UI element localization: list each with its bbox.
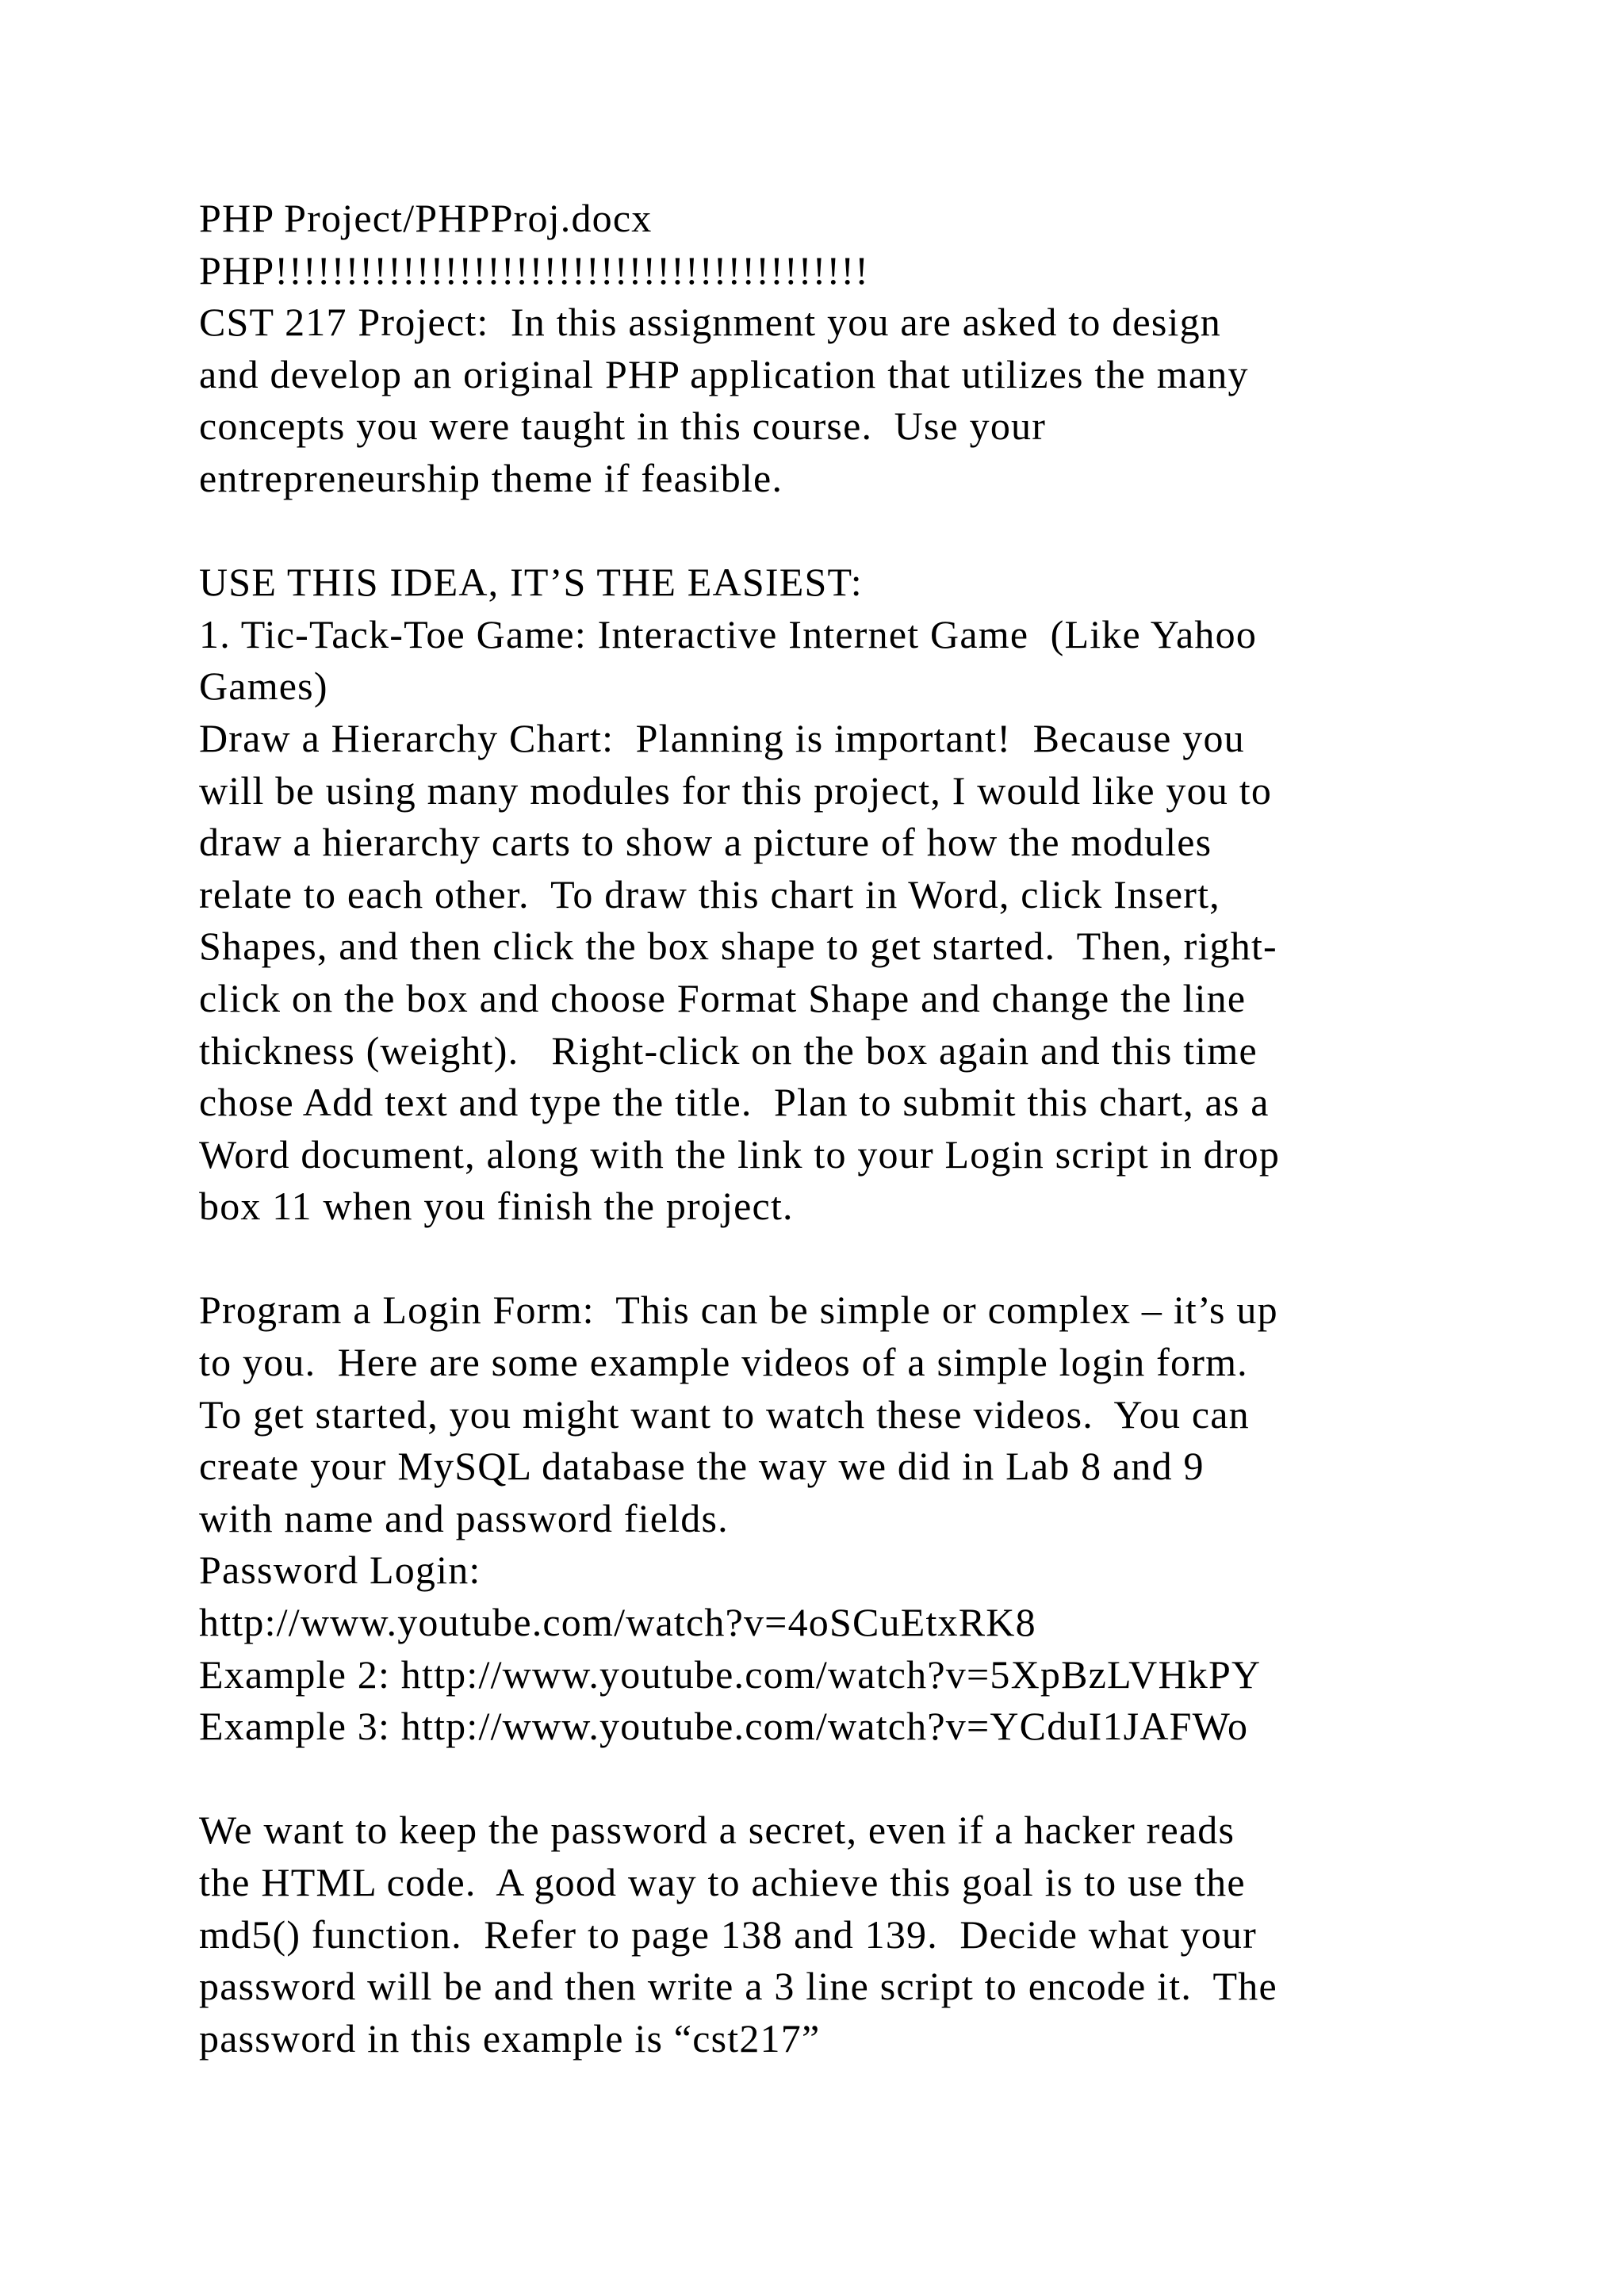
password-line: the HTML code. A good way to achieve this goal is to use the bbox=[199, 1860, 1246, 1904]
video-link-1: http://www.youtube.com/watch?v=4oSCuEtxRK8 bbox=[199, 1600, 1036, 1645]
idea-line: Games) bbox=[199, 664, 328, 709]
password-login-label: Password Login: bbox=[199, 1548, 481, 1593]
password-line: We want to keep the password a secret, even if a hacker reads bbox=[199, 1808, 1235, 1853]
video-link-2: Example 2: http://www.youtube.com/watch?v=5XpBzLVHkPY bbox=[199, 1651, 1262, 1697]
idea-line: Draw a Hierarchy Chart: Planning is important! Because you bbox=[199, 715, 1245, 760]
paragraph-spacer bbox=[199, 1753, 1500, 1805]
login-line: create your MySQL database the way we did in Lab 8 and 9 bbox=[199, 1444, 1205, 1489]
password-line: password in this example is “cst217” bbox=[199, 2015, 821, 2061]
intro-line: and develop an original PHP application that utilizes the many bbox=[199, 351, 1249, 396]
document-title: PHP Project/PHPProj.docx bbox=[199, 196, 653, 240]
idea-line: will be using many modules for this project, I would like you to bbox=[199, 767, 1273, 813]
login-line: with name and password fields. bbox=[199, 1495, 729, 1540]
password-line: md5() function. Refer to page 138 and 139. Decide what your bbox=[199, 1911, 1257, 1957]
password-line: password will be and then write a 3 line script to encode it. The bbox=[199, 1964, 1277, 2009]
document-body bbox=[199, 193, 1500, 2064]
idea-line: Word document, along with the link to your Login script in drop bbox=[199, 1131, 1281, 1177]
login-line: Program a Login Form: This can be simple or complex – it’s up bbox=[199, 1288, 1278, 1333]
idea-heading: USE THIS IDEA, IT’S THE EASIEST: bbox=[199, 560, 863, 605]
intro-line: concepts you were taught in this course. Use your bbox=[199, 404, 1047, 449]
idea-line: click on the box and choose Format Shape and change the line bbox=[199, 975, 1247, 1020]
idea-line: thickness (weight). Right-click on the box again and this time bbox=[199, 1027, 1258, 1073]
idea-line: box 11 when you finish the project. bbox=[199, 1184, 794, 1229]
document-subtitle: PHP!!!!!!!!!!!!!!!!!!!!!!!!!!!!!!!!!!!!!!!!!! bbox=[199, 247, 870, 293]
paragraph-spacer bbox=[199, 1233, 1500, 1285]
login-line: To get started, you might want to watch these videos. You can bbox=[199, 1391, 1250, 1437]
idea-line: 1. Tic-Tack-Toe Game: Interactive Internet Game (Like Yahoo bbox=[199, 611, 1258, 656]
idea-line: draw a hierarchy carts to show a picture of how the modules bbox=[199, 820, 1212, 865]
idea-line: relate to each other. To draw this chart in Word, click Insert, bbox=[199, 871, 1220, 916]
paragraph-spacer bbox=[199, 505, 1500, 557]
intro-line: CST 217 Project: In this assignment you are asked to design bbox=[199, 300, 1221, 345]
idea-line: Shapes, and then click the box shape to get started. Then, right- bbox=[199, 924, 1277, 969]
idea-line: chose Add text and type the title. Plan to submit this chart, as a bbox=[199, 1080, 1270, 1125]
intro-line: entrepreneurship theme if feasible. bbox=[199, 455, 783, 500]
login-line: to you. Here are some example videos of a simple login form. bbox=[199, 1340, 1248, 1385]
video-link-3: Example 3: http://www.youtube.com/watch?v=YCduI1JAFWo bbox=[199, 1704, 1249, 1749]
